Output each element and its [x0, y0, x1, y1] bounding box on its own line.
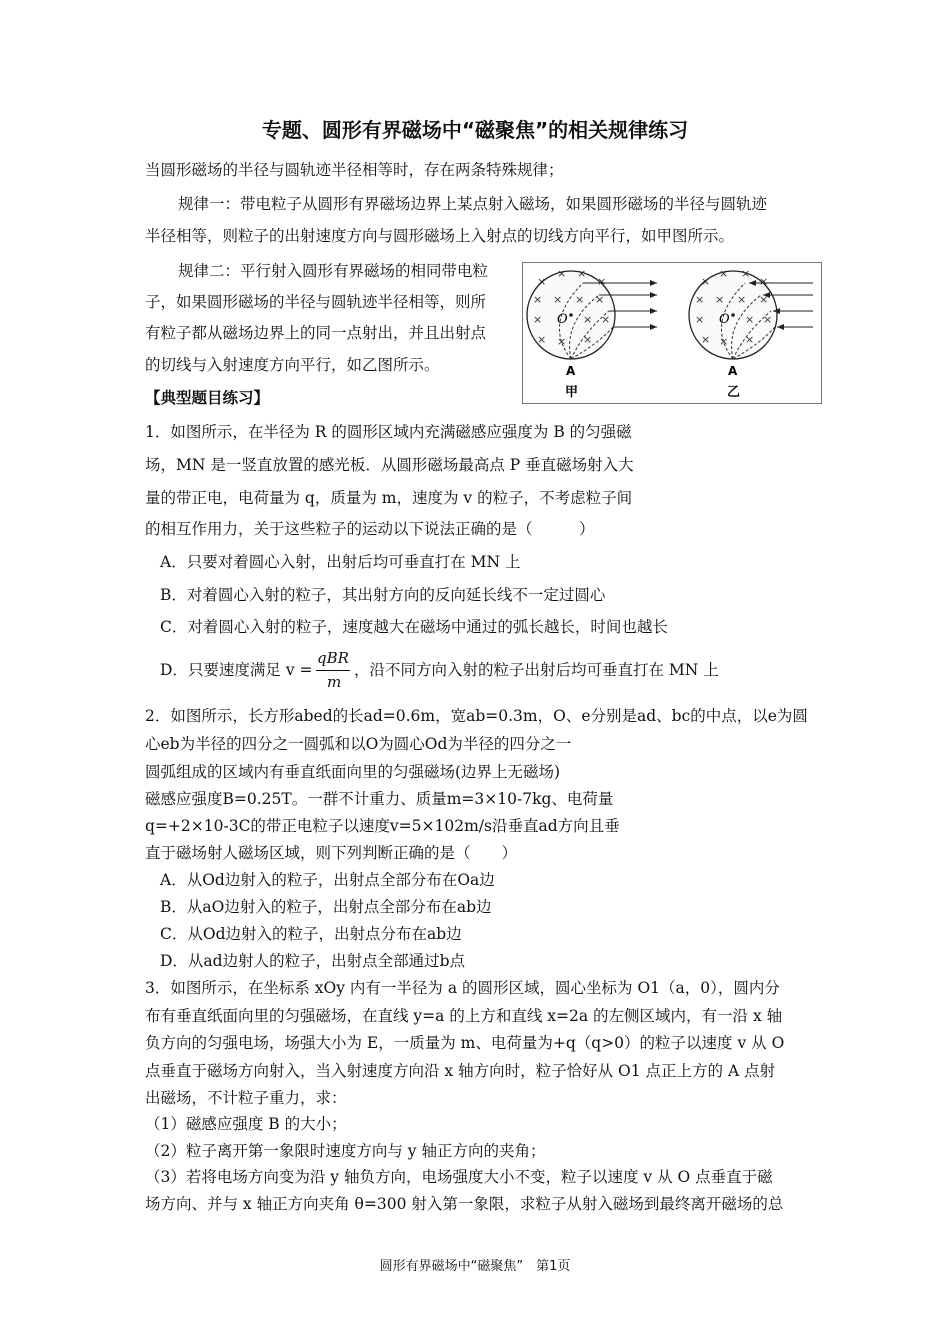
svg-text:×: ×: [597, 275, 607, 288]
svg-text:×: ×: [553, 293, 563, 306]
rule2-line: 的切线与入射速度方向平行，如乙图所示。: [145, 356, 440, 374]
svg-text:×: ×: [759, 293, 769, 306]
svg-text:×: ×: [583, 313, 593, 326]
q1-line: 的相互作用力，关于这些粒子的运动以下说法正确的是（ ）: [145, 520, 595, 538]
figure-right-center-label: O: [719, 312, 730, 327]
q3-part: （3）若将电场方向变为沿 y 轴负方向，电场强度大小不变，粒子以速度 v 从 O 点垂直于磁: [145, 1168, 773, 1186]
svg-text:×: ×: [601, 313, 611, 326]
figure-left-diagram: [527, 267, 657, 400]
q1-option-b: B．对着圆心入射的粒子，其出射方向的反向延长线不一定过圆心: [160, 586, 606, 604]
svg-text:×: ×: [701, 275, 711, 288]
section-heading: 【典型题目练习】: [145, 389, 270, 407]
svg-text:×: ×: [575, 293, 585, 306]
figure-left-point-label: A: [566, 364, 576, 378]
q2-line: 磁感应强度B=0.25T。一群不计重力、质量m=3×10-7kg、电荷量: [145, 790, 614, 808]
svg-text:×: ×: [537, 275, 547, 288]
intro-text: 当圆形磁场的半径与圆轨迹半径相等时，存在两条特殊规律；: [145, 161, 564, 179]
svg-text:×: ×: [745, 313, 755, 326]
rule1-line: 规律一：带电粒子从圆形有界磁场边界上某点射入磁场，如果圆形磁场的半径与圆轨迹: [178, 195, 768, 213]
rule1-line: 半径相等，则粒子的出射速度方向与圆形磁场上入射点的切线方向平行，如甲图所示。: [145, 227, 735, 245]
svg-text:×: ×: [537, 333, 547, 346]
q2-option-d: D．从ad边射人的粒子，出射点全部通过b点: [160, 952, 466, 970]
q2-line: 圆弧组成的区域内有垂直纸面向里的匀强磁场(边界上无磁场): [145, 763, 561, 781]
svg-text:×: ×: [737, 293, 747, 306]
q1-option-d-numerator: qBR: [317, 649, 349, 667]
q1-option-d-suffix: ，沿不同方向入射的粒子出射后均可垂直打在 MN 上: [354, 661, 719, 679]
svg-text:×: ×: [557, 335, 567, 348]
q1-option-d-denominator: m: [327, 673, 342, 691]
svg-text:×: ×: [557, 267, 567, 280]
page-footer: 圆形有界磁场中“磁聚焦” 第1页: [379, 1259, 571, 1274]
q2-line: 直于磁场射人磁场区域，则下列判断正确的是（ ）: [145, 844, 518, 862]
q1-line: 场，MN 是一竖直放置的感光板．从圆形磁场最高点 P 垂直磁场射入大: [145, 456, 634, 474]
figure-right-point-label: A: [728, 364, 738, 378]
q2-option-a: A．从Od边射入的粒子，出射点全部分布在Oa边: [160, 871, 495, 889]
rule2-line: 子，如果圆形磁场的半径与圆轨迹半径相等，则所: [145, 293, 487, 311]
q2-option-c: C．从Od边射入的粒子，出射点分布在ab边: [160, 925, 462, 943]
q1-option-a: A．只要对着圆心入射，出射后均可垂直打在 MN 上: [160, 553, 521, 571]
svg-text:×: ×: [595, 293, 605, 306]
q3-line: 布有垂直纸面向里的匀强磁场，在直线 y=a 的上方和直线 x=2a 的左侧区域内，有一沿 x 轴: [145, 1007, 783, 1025]
svg-text:×: ×: [715, 293, 725, 306]
svg-text:×: ×: [719, 267, 729, 280]
figure-right-diagram: [689, 267, 813, 400]
svg-text:×: ×: [533, 313, 543, 326]
svg-text:×: ×: [719, 335, 729, 348]
fraction-bar: [316, 670, 350, 671]
rule2-line: 规律二：平行射入圆形有界磁场的相同带电粒: [178, 262, 489, 280]
rule2-line: 有粒子都从磁场边界上的同一点射出，并且出射点: [145, 324, 487, 342]
svg-text:×: ×: [583, 333, 593, 346]
q2-line: 心eb为半径的四分之一圆弧和以O为圆心Od为半径的四分之一: [145, 735, 572, 753]
page-title: 专题、圆形有界磁场中“磁聚焦”的相关规律练习: [261, 118, 689, 142]
q3-line: 点垂直于磁场方向射入，当入射速度方向沿 x 轴方向时，粒子恰好从 O1 点正上方的 A 点射: [145, 1062, 776, 1080]
svg-text:×: ×: [695, 293, 705, 306]
svg-text:×: ×: [745, 333, 755, 346]
q3-part: （1）磁感应强度 B 的大小；: [145, 1115, 347, 1133]
svg-text:×: ×: [533, 293, 543, 306]
magnetic-focus-figure: [522, 262, 822, 404]
svg-text:×: ×: [741, 267, 751, 280]
figure-right-caption: 乙: [727, 385, 741, 400]
svg-text:×: ×: [577, 267, 587, 280]
q2-line: 2．如图所示，长方形abed的长ad=0.6m，宽ab=0.3m，O、e分别是ad、bc的中点，以e为圆: [145, 707, 808, 725]
figure-left-caption: 甲: [565, 385, 579, 400]
q1-option-c: C．对着圆心入射的粒子，速度越大在磁场中通过的弧长越长，时间也越长: [160, 618, 668, 636]
q3-line: 出磁场，不计粒子重力，求：: [145, 1089, 347, 1107]
q3-part: 场方向、并与 x 轴正方向夹角 θ=300 射入第一象限，求粒子从射入磁场到最终离开磁场的总: [145, 1195, 784, 1213]
q1-line: 量的带正电，电荷量为 q，质量为 m，速度为 v 的粒子，不考虑粒子间: [145, 489, 633, 507]
figure-left-center-label: O: [557, 312, 568, 327]
q1-option-d-prefix: D．只要速度满足 v =: [160, 661, 313, 679]
q3-line: 3．如图所示，在坐标系 xOy 内有一半径为 a 的圆形区域，圆心坐标为 O1（a，0），圆内分: [145, 979, 780, 997]
svg-text:×: ×: [695, 313, 705, 326]
q2-line: q=+2×10-3C的带正电粒子以速度v=5×102m/s沿垂直ad方向且垂: [145, 817, 620, 835]
svg-text:×: ×: [763, 313, 773, 326]
svg-text:×: ×: [701, 333, 711, 346]
q3-line: 负方向的匀强电场，场强大小为 E，一质量为 m、电荷量为+q（q>0）的粒子以速度 v 从 O: [145, 1034, 785, 1052]
q1-line: 1．如图所示，在半径为 R 的圆形区域内充满磁感应强度为 B 的匀强磁: [145, 423, 632, 441]
q3-part: （2）粒子离开第一象限时速度方向与 y 轴正方向的夹角；: [145, 1142, 546, 1160]
svg-text:×: ×: [759, 275, 769, 288]
q2-option-b: B．从aO边射入的粒子，出射点全部分布在ab边: [160, 898, 492, 916]
